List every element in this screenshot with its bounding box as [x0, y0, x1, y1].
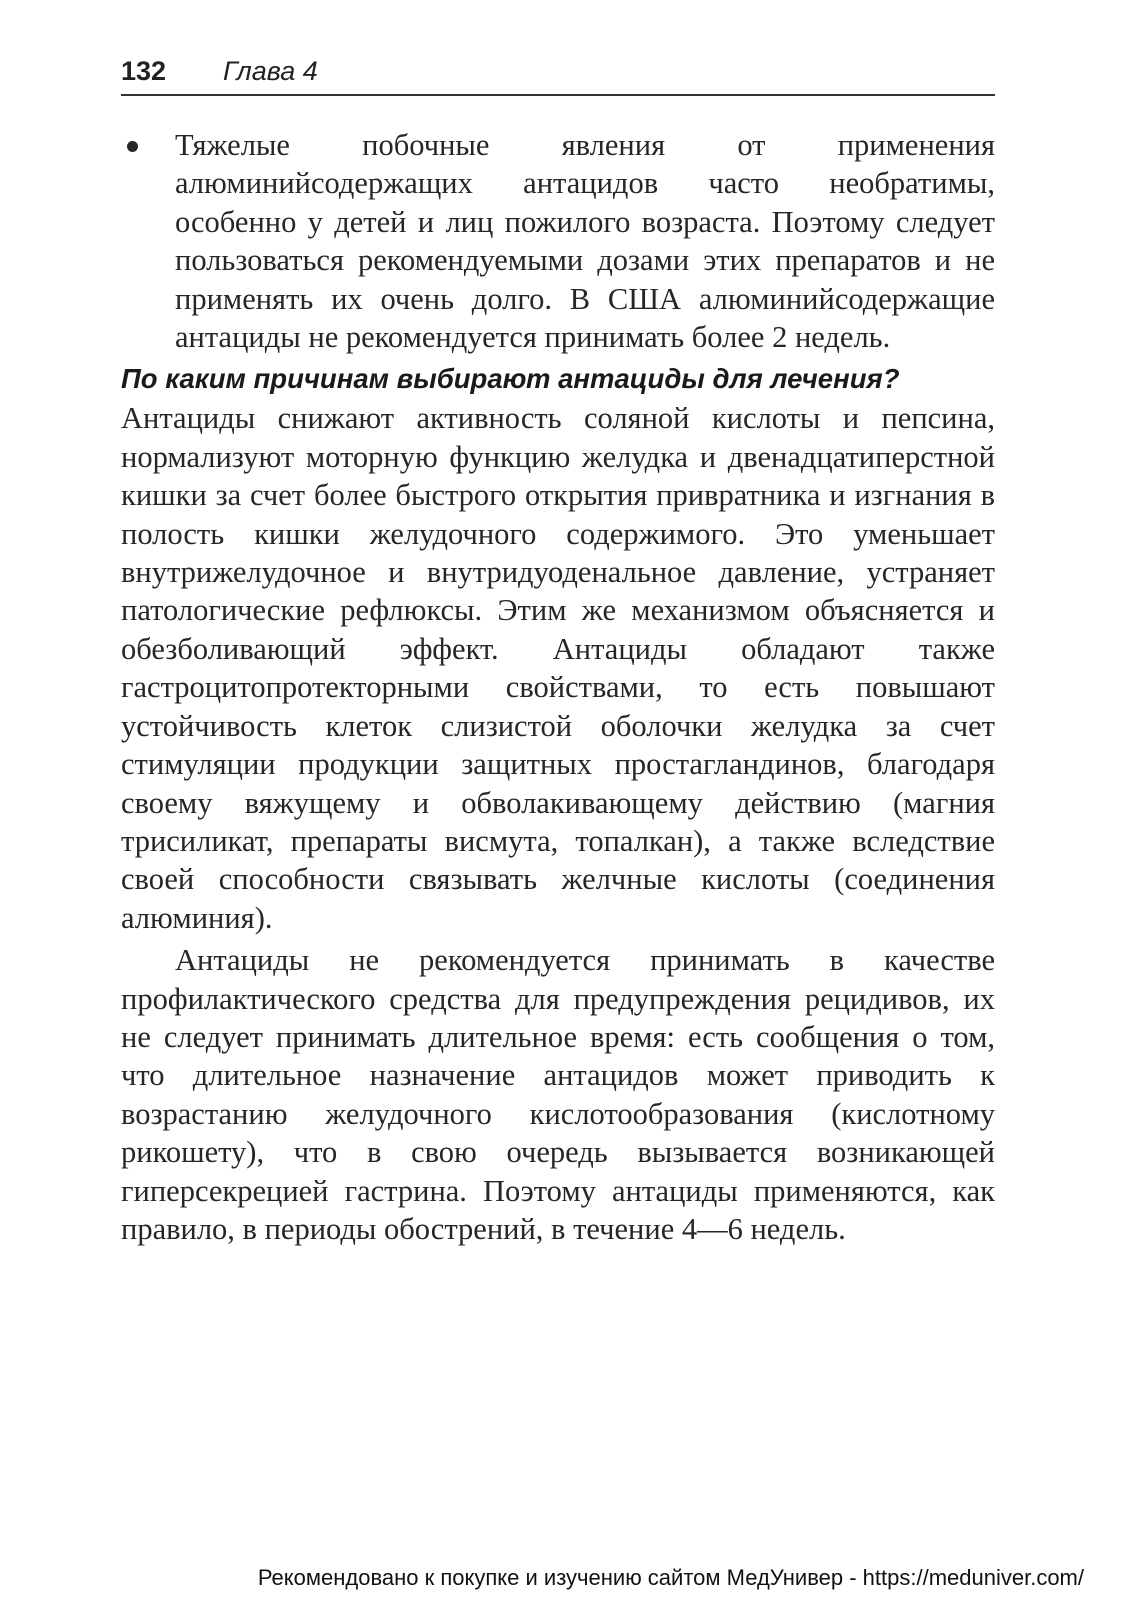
page-header	[121, 52, 995, 96]
page-number: 132	[121, 56, 167, 86]
chapter-title: Глава 4	[223, 56, 318, 86]
question-heading: По каким причинам выбирают антациды для лечения?	[121, 363, 900, 395]
page-content	[121, 126, 995, 1248]
paragraph-2: Антациды не рекомендуется принимать в качестве профилактического средства для предупреждения рецидивов, их не следует принимать длительное время: есть сообщения о том, что длительное назначение антацидов может приводить к возрастанию желудочного кислотообразования (кислотному рикошету), что в свою очередь вызывается возникающей гиперсекрецией гастрина. Поэтому антациды применяются, как правило, в периоды обострений, в течение 4—6 недель.	[121, 943, 995, 1246]
bullet-dot-icon	[127, 141, 138, 152]
paragraph-1: Антациды снижают активность соляной кислоты и пепсина, нормализуют моторную функцию желудка и двенадцатиперстной кишки за счет более быстрого открытия привратника и изгнания в полость кишки желудочного содержимого. Это уменьшает внутрижелудочное и внутридуоденальное давление, устраняет патологические рефлюксы. Этим же механизмом объясняется и обезболивающий эффект. Антациды обладают также гастроцитопротекторными свойствами, то есть повышают устойчивость клеток слизистой оболочки желудка за счет стимуляции продукции защитных простагландинов, благодаря своему вяжущему и обволакивающему действию (магния трисиликат, препараты висмута, топалкан), а также вследствие своей способности связывать желчные кислоты (соединения алюминия).	[121, 401, 995, 935]
bullet-text: Тяжелые побочные явления от применения алюминийсодержащих антацидов часто необратимы, особенно у детей и лиц пожилого возраста. Поэтому следует пользоваться рекомендуемыми дозами этих препаратов и не применять их очень долго. В США алюминийсодержащие антациды не рекомендуется принимать более 2 недель.	[175, 128, 995, 355]
bullet-item	[121, 126, 995, 356]
footer-watermark: Рекомендовано к покупке и изучению сайтом МедУнивер - https://meduniver.com/	[257, 1565, 1084, 1590]
